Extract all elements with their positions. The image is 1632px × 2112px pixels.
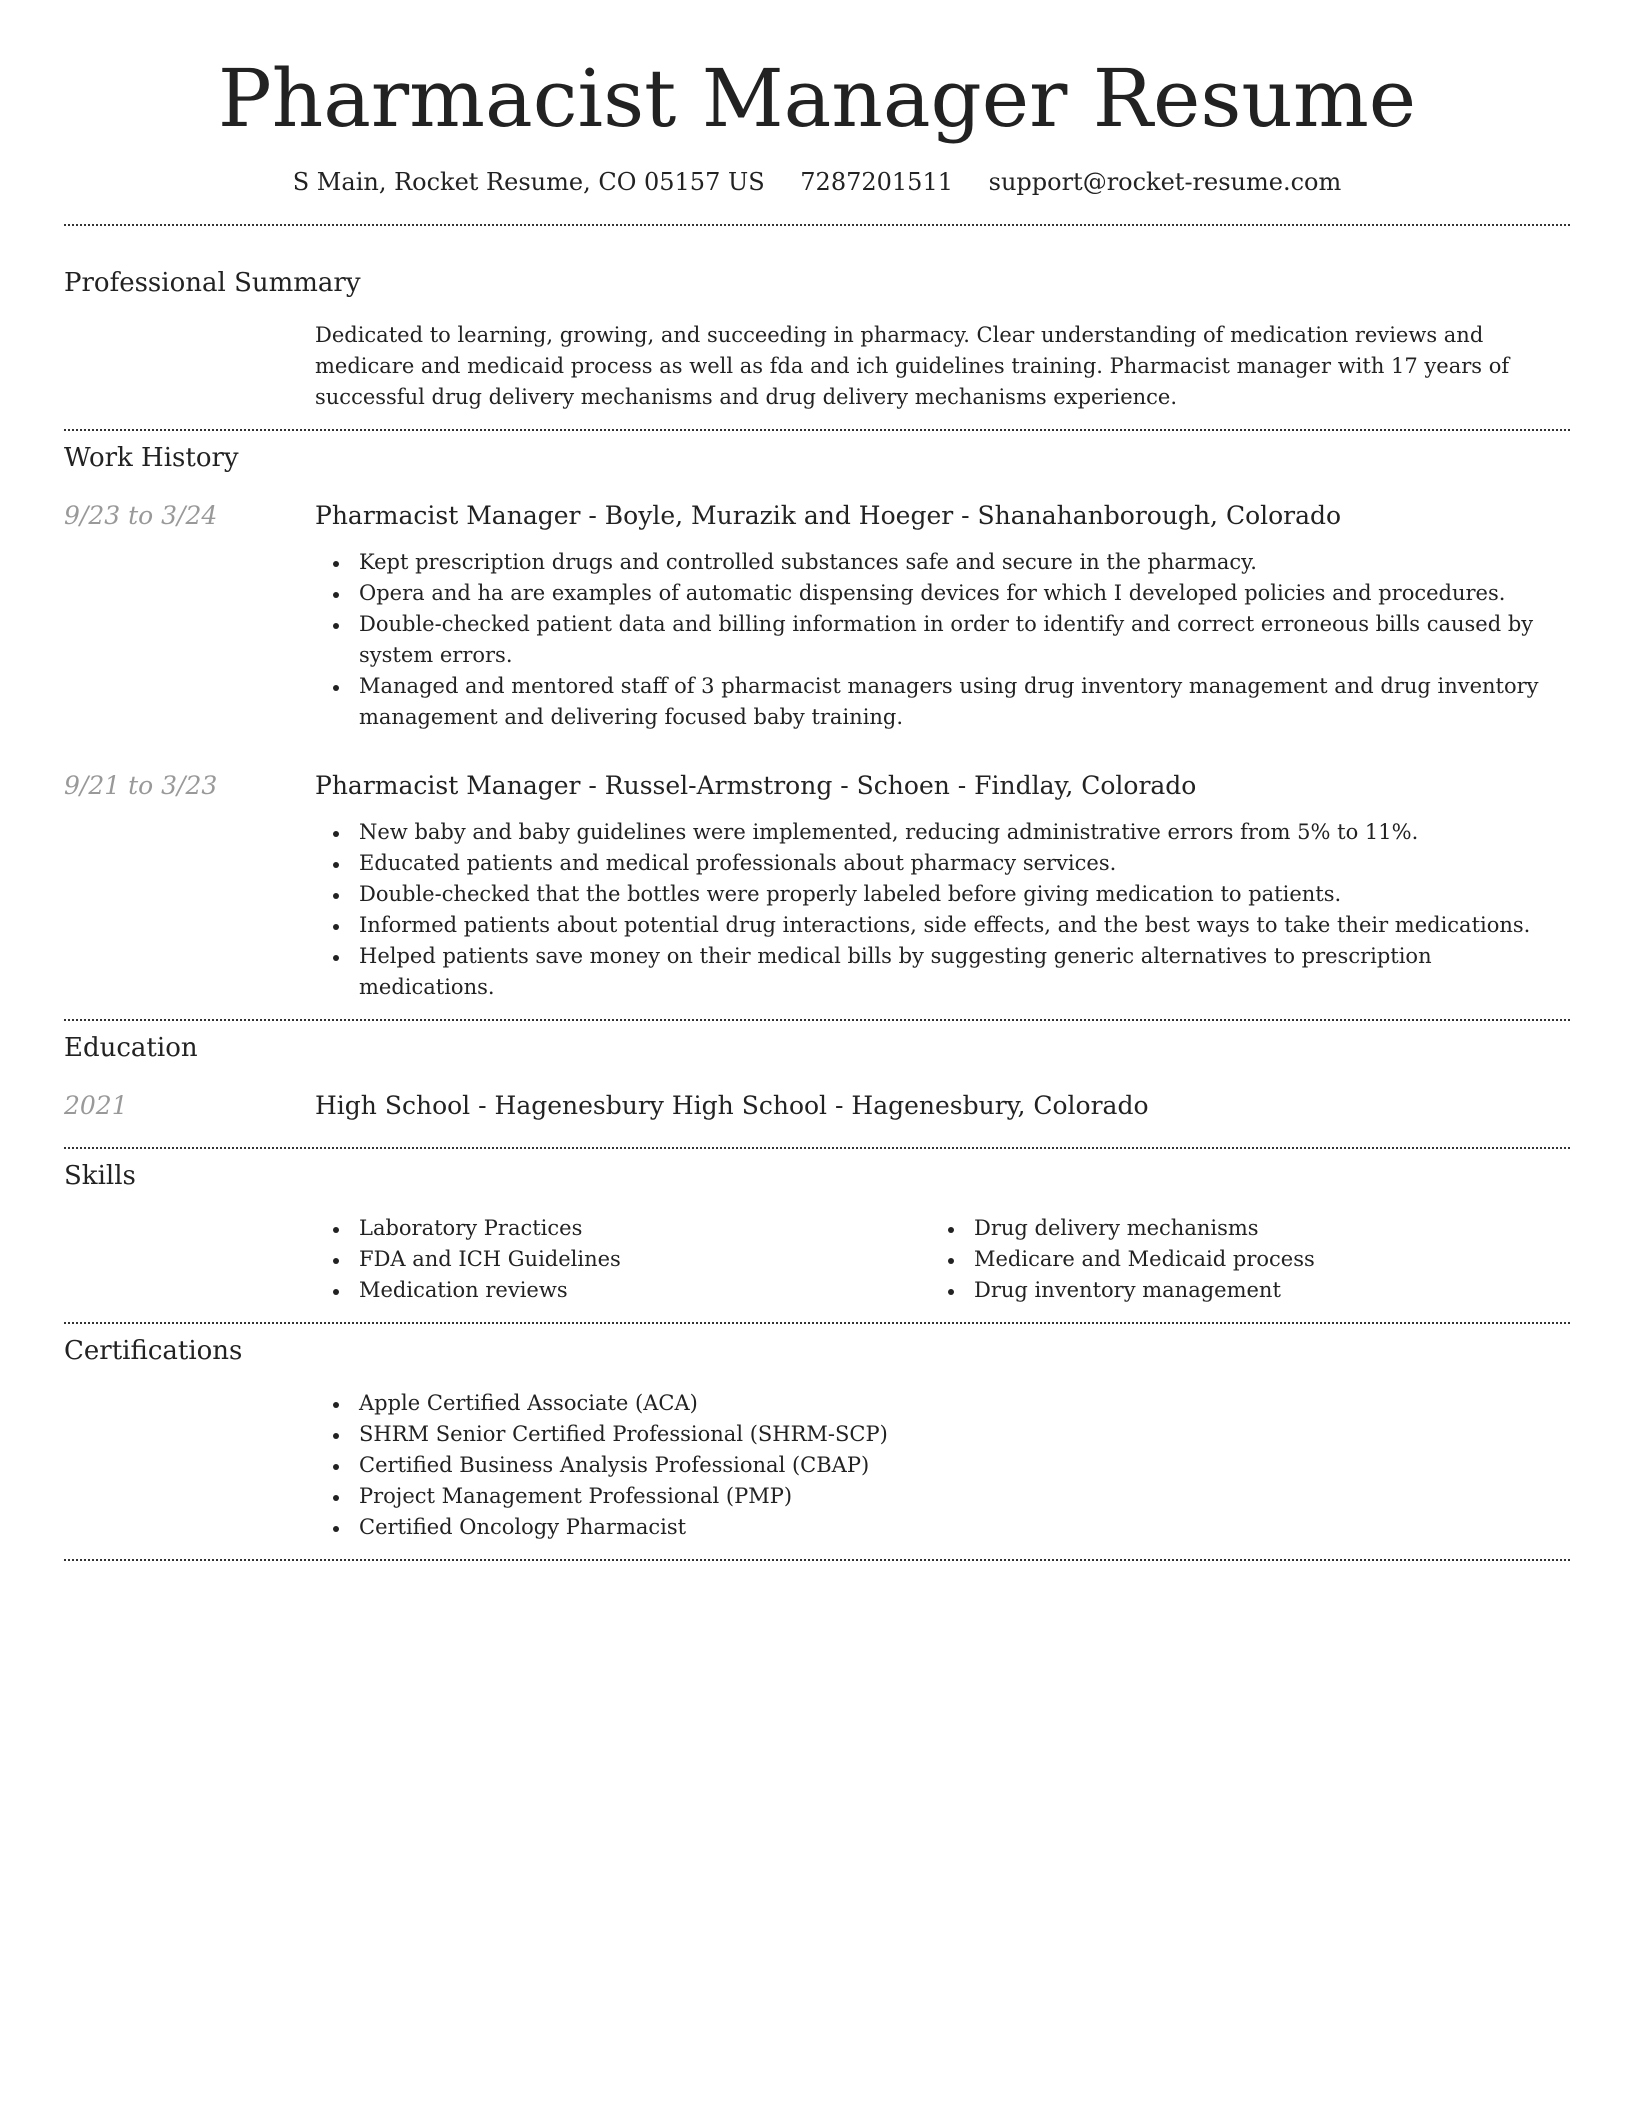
certifications-section xyxy=(64,1334,1570,1543)
list-item: Certified Business Analysis Professional (CBAP) xyxy=(315,1450,1570,1481)
list-item: Managed and mentored staff of 3 pharmacist managers using drug inventory management and drug inventory management and delivering focused baby training. xyxy=(315,671,1570,733)
skills-heading: Skills xyxy=(64,1161,136,1191)
list-item: Certified Oncology Pharmacist xyxy=(315,1512,1570,1543)
divider xyxy=(64,224,1570,226)
divider xyxy=(64,1559,1570,1561)
list-item: SHRM Senior Certified Professional (SHRM-SCP) xyxy=(315,1419,1570,1450)
work-history-section xyxy=(64,441,1570,1003)
job-bullets xyxy=(315,547,1570,733)
divider xyxy=(64,1147,1570,1149)
education-entry xyxy=(64,1089,1570,1123)
job-entry xyxy=(64,769,1570,1003)
list-item: Apple Certified Associate (ACA) xyxy=(315,1388,1570,1419)
job-entry xyxy=(64,499,1570,733)
list-item: Laboratory Practices xyxy=(315,1213,930,1244)
summary-section xyxy=(64,266,1570,413)
job-header: Pharmacist Manager - Russel-Armstrong - Schoen - Findlay, Colorado xyxy=(315,771,1197,800)
job-date: 9/23 to 3/24 xyxy=(64,501,218,530)
list-item: Project Management Professional (PMP) xyxy=(315,1481,1570,1512)
job-date: 9/21 to 3/23 xyxy=(64,771,218,800)
summary-text: Dedicated to learning, growing, and succeeding in pharmacy. Clear understanding of medication reviews and medicare and medicaid process as well as fda and ich guidelines training. Pharmacist manager with 17 years of successful drug delivery mechanisms and drug delivery mechanisms experience. xyxy=(315,323,1510,409)
list-item: Drug delivery mechanisms xyxy=(930,1213,1545,1244)
page-title: Pharmacist Manager Resume xyxy=(217,52,1417,145)
list-item: Kept prescription drugs and controlled substances safe and secure in the pharmacy. xyxy=(315,547,1570,578)
list-item: Helped patients save money on their medical bills by suggesting generic alternatives to prescription medications. xyxy=(315,941,1570,1003)
contact-email: support@rocket-resume.com xyxy=(988,168,1342,196)
job-header: Pharmacist Manager - Boyle, Murazik and Hoeger - Shanahanborough, Colorado xyxy=(315,501,1342,530)
skills-grid xyxy=(315,1213,1570,1306)
list-item: Informed patients about potential drug interactions, side effects, and the best ways to take their medications. xyxy=(315,910,1570,941)
list-item: Drug inventory management xyxy=(930,1275,1545,1306)
list-item: Double-checked patient data and billing information in order to identify and correct erroneous bills caused by system errors. xyxy=(315,609,1570,671)
education-header: High School - Hagenesbury High School - Hagenesbury, Colorado xyxy=(315,1091,1149,1120)
contact-address: S Main, Rocket Resume, CO 05157 US xyxy=(292,168,765,196)
skills-section xyxy=(64,1159,1570,1306)
list-item: New baby and baby guidelines were implemented, reducing administrative errors from 5% to 11%. xyxy=(315,817,1570,848)
divider xyxy=(64,429,1570,431)
contact-line xyxy=(64,166,1570,198)
education-section xyxy=(64,1031,1570,1123)
education-date: 2021 xyxy=(64,1091,128,1120)
list-item: Double-checked that the bottles were properly labeled before giving medication to patients. xyxy=(315,879,1570,910)
list-item: Medication reviews xyxy=(315,1275,930,1306)
contact-phone: 7287201511 xyxy=(800,168,953,196)
skills-list-left xyxy=(315,1213,930,1306)
divider xyxy=(64,1019,1570,1021)
resume-content xyxy=(64,0,1570,1561)
job-bullets xyxy=(315,817,1570,1003)
list-item: FDA and ICH Guidelines xyxy=(315,1244,930,1275)
skills-list-right xyxy=(930,1213,1545,1306)
certifications-heading: Certifications xyxy=(64,1336,243,1366)
list-item: Opera and ha are examples of automatic dispensing devices for which I developed policies and procedures. xyxy=(315,578,1570,609)
certifications-list xyxy=(315,1388,1570,1543)
list-item: Medicare and Medicaid process xyxy=(930,1244,1545,1275)
list-item: Educated patients and medical professionals about pharmacy services. xyxy=(315,848,1570,879)
divider xyxy=(64,1322,1570,1324)
summary-heading: Professional Summary xyxy=(64,268,361,298)
education-heading: Education xyxy=(64,1033,198,1063)
work-history-heading: Work History xyxy=(64,443,239,473)
